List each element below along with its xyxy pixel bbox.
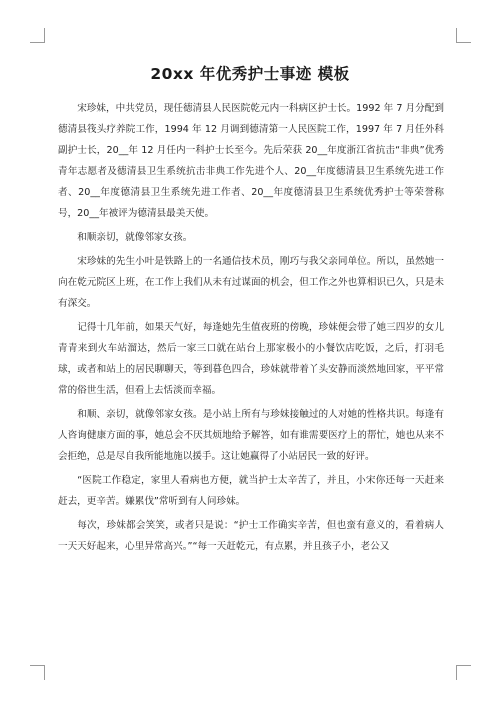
paragraph: 和顺、亲切，就像邻家女孩。是小站上所有与珍妹接触过的人对她的性格共识。每逢有人咨询健康方面的事，她总会不厌其烦地给予解答，如有谁需要医疗上的帮忙，她也从来不会拒绝，总是尽自我所能地施以援手。这让她赢得了小站居民一致的好评。 (58, 409, 444, 462)
crop-mark-top-right (456, 28, 471, 43)
paragraph: 宋珍妹，中共党员，现任德清县人民医院乾元内一科病区护士长。1992 年 7 月分配到德清县筏头疗养院工作，1994 年 12 月调到德清第一人民医院工作，1997 年 7 月任外科副护士长，20__年 12 月任内一科护士长至今。先后荣获 20__年度浙江省抗击“非典”优秀青年志愿者及德清县卫生系统抗击非典工作先进个人、20__年度德清县卫生系统先进工作者、20__年度德清县卫生系统先进工作者、20__年度德清县卫生系统优秀护士等荣誉称号，20__年被评为德清县最美天使。 (58, 103, 444, 219)
paragraph: 记得十几年前，如果天气好，每逢她先生值夜班的傍晚，珍妹便会带了她三四岁的女儿青青来到火车站溜达，然后一家三口就在站台上那家极小的小餐饮店吃饭，之后，打羽毛球，或者和站上的居民聊聊天，等到暮色四合，珍妹就带着丫头安静而淡然地回家，平平常常的俗世生活，但看上去恬淡而幸福。 (58, 322, 444, 396)
paragraph: “医院工作稳定，家里人看病也方便，就当护士太辛苦了，并且，小宋你还每一天赶来赶去，更辛苦。嫌累伐”常听到有人问珍妹。 (58, 475, 444, 507)
document-title: 20xx 年优秀护士事迹 模板 (150, 65, 350, 83)
crop-mark-bottom-left (30, 665, 45, 680)
document-body (58, 98, 444, 560)
paragraph: 和顺亲切，就像邻家女孩。 (77, 232, 193, 243)
crop-mark-top-left (30, 28, 45, 43)
paragraph: 宋珍妹的先生小叶是铁路上的一名通信技术员，刚巧与我父亲同单位。所以，虽然她一向在乾元院区上班，在工作上我们从未有过谋面的机会，但工作之外也算相识已久，只是未有深交。 (58, 256, 444, 309)
paragraph: 每次，珍妹都会笑笑，或者只是说：“护士工作确实辛苦，但也蛮有意义的，看着病人一天天好起来，心里异常高兴。”“每一天赶乾元，有点累，并且孩子小，老公又 (58, 520, 444, 552)
crop-mark-bottom-right (456, 665, 471, 680)
